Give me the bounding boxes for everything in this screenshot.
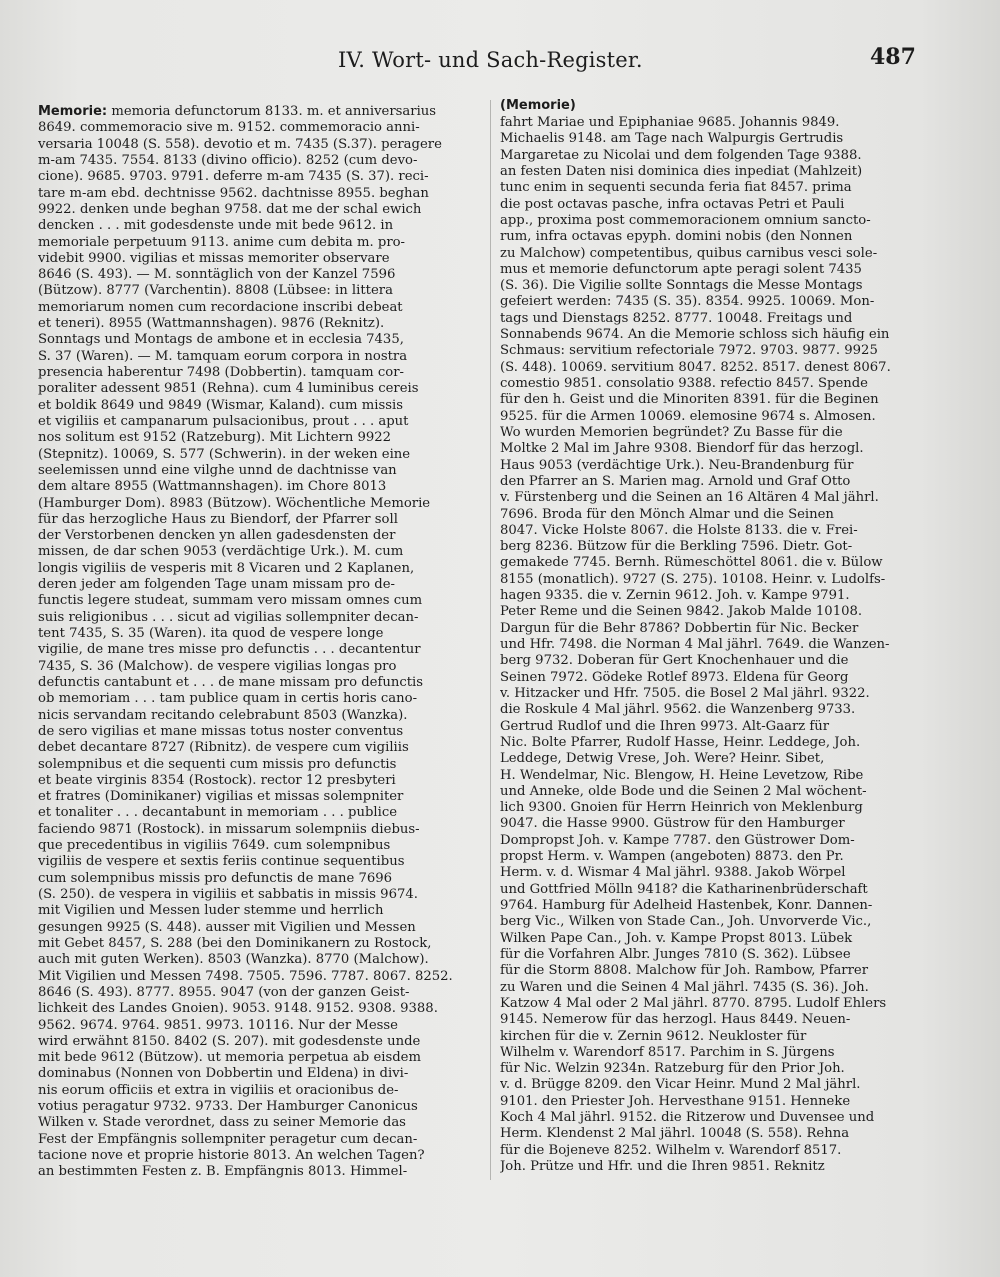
- right-column: [500, 115, 955, 1175]
- text-line: 9101. den Priester Joh. Hervesthane 9151. Henneke: [500, 1093, 851, 1109]
- text-line: (Stepnitz). 10069, S. 577 (Schwerin). in der weken eine: [38, 446, 411, 462]
- text-line: 7435, S. 36 (Malchow). de vespere vigilias longas pro: [38, 658, 397, 674]
- text-line: auch mit guten Werken). 8503 (Wanzka). 8770 (Malchow).: [38, 952, 429, 968]
- text-line: Seinen 7972. Gödeke Rotlef 8973. Eldena für Georg: [500, 669, 849, 685]
- text-line: dominabus (Nonnen von Dobbertin und Eldena) in divi-: [38, 1066, 409, 1082]
- text-line: Katzow 4 Mal oder 2 Mal jährl. 8770. 8795. Ludolf Ehlers: [500, 995, 887, 1011]
- text-line: votius peragatur 9732. 9733. Der Hamburger Canonicus: [38, 1099, 418, 1115]
- text-line: Fest der Empfängnis sollempniter peragetur cum decan-: [38, 1131, 418, 1147]
- text-line: 8646 (S. 493). 8777. 8955. 9047 (von der ganzen Geist-: [38, 984, 410, 1000]
- text-line: gefeiert werden: 7435 (S. 35). 8354. 9925. 10069. Mon-: [500, 294, 875, 310]
- text-line: Sonntags und Montags de ambone et in ecclesia 7435,: [38, 332, 404, 348]
- page-number: 487: [870, 44, 916, 70]
- text-line: für die Bojeneve 8252. Wilhelm v. Warendorf 8517.: [500, 1142, 842, 1158]
- text-line: S. 37 (Waren). — M. tamquam eorum corpora in nostra: [38, 348, 408, 364]
- text-line: v. d. Brügge 8209. den Vicar Heinr. Mund 2 Mal jährl.: [500, 1077, 861, 1093]
- text-line: m-am 7435. 7554. 8133 (divino officio). 8252 (cum devo-: [38, 152, 418, 168]
- text-line: gemakede 7745. Bernh. Rümeschöttel 8061. die v. Bülow: [500, 555, 883, 571]
- page-header-title: IV. Wort- und Sach-Register.: [338, 48, 643, 72]
- text-line: für die Storm 8808. Malchow für Joh. Rambow, Pfarrer: [500, 963, 869, 979]
- text-line: Dargun für die Behr 8786? Dobbertin für Nic. Becker: [500, 620, 859, 636]
- text-line: (S. 250). de vespera in vigiliis et sabbatis in missis 9674.: [38, 887, 418, 902]
- text-line: für den h. Geist und die Minoriten 8391. für die Beginen: [500, 392, 879, 408]
- text-line: Dompropst Joh. v. Kampe 7787. den Güstrower Dom-: [500, 832, 855, 848]
- text-line: 9047. die Hasse 9900. Güstrow für den Hamburger: [500, 816, 845, 832]
- text-line: v. Hitzacker und Hfr. 7505. die Bosel 2 Mal jährl. 9322.: [500, 685, 870, 701]
- text-line: cum solempnibus missis pro defunctis de mane 7696: [38, 870, 393, 886]
- text-line: Haus 9053 (verdächtige Urk.). Neu-Brandenburg für: [500, 457, 854, 473]
- text-line: de sero vigilias et mane missas totus noster conventus: [38, 723, 404, 739]
- text-line: an festen Daten nisi dominica dies inpediat (Mahlzeit): [500, 163, 863, 179]
- text-line: presencia haberentur 7498 (Dobbertin). tamquam cor-: [38, 365, 404, 380]
- text-line: hagen 9335. die v. Zernin 9612. Joh. v. Kampe 9791.: [500, 588, 850, 604]
- text-line: mit bede 9612 (Bützow). ut memoria perpetua ab eisdem: [38, 1050, 421, 1066]
- text-line: (Hamburger Dom). 8983 (Bützow). Wöchentliche Memorie: [38, 495, 431, 511]
- text-line: (S. 36). Die Vigilie sollte Sonntags die Messe Montags: [500, 278, 863, 294]
- text-line: berg Vic., Wilken von Stade Can., Joh. Unvorverde Vic.,: [500, 914, 872, 930]
- text-line: Sonnabends 9674. An die Memorie schloss sich häufig ein: [500, 327, 890, 343]
- text-line: comestio 9851. consolatio 9388. refectio 8457. Spende: [500, 376, 868, 391]
- text-line: vigiliis de vespere et sextis feriis continue sequentibus: [38, 854, 405, 870]
- text-line: et vigiliis et campanarum pulsacionibus, prout . . . aput: [38, 413, 409, 429]
- text-line: 9562. 9674. 9764. 9851. 9973. 10116. Nur der Messe: [38, 1017, 398, 1033]
- text-line: seelemissen unnd eine vilghe unnd de dachtnisse van: [38, 462, 397, 478]
- text-line: ob memoriam . . . tam publice quam in certis horis cano-: [38, 691, 418, 707]
- text-line: (Bützow). 8777 (Varchentin). 8808 (Lübsee: in littera: [38, 283, 393, 299]
- text-line: 8155 (monatlich). 9727 (S. 275). 10108. Heinr. v. Ludolfs-: [500, 571, 886, 587]
- text-line: mus et memorie defunctorum apte peragi solent 7435: [500, 261, 862, 277]
- text-line: Wilken Pape Can., Joh. v. Kampe Propst 8013. Lübek: [500, 930, 853, 946]
- text-line: 9525. für die Armen 10069. elemosine 9674 s. Almosen.: [500, 408, 876, 424]
- text-line: die Roskule 4 Mal jährl. 9562. die Wanzenberg 9733.: [500, 702, 856, 718]
- text-line: Michaelis 9148. am Tage nach Walpurgis Gertrudis: [500, 131, 844, 147]
- text-line: berg 8236. Bützow für die Berkling 7596. Dietr. Got-: [500, 539, 853, 555]
- text-line: defunctis cantabunt et . . . de mane missam pro defunctis: [38, 674, 424, 690]
- text-line: die post octavas pasche, infra octavas Petri et Pauli: [500, 196, 845, 212]
- text-line: Schmaus: servitium refectoriale 7972. 9703. 9877. 9925: [500, 343, 878, 359]
- text-line: tunc enim in sequenti secunda feria fiat 8457. prima: [500, 180, 852, 196]
- text-line: für die Vorfahren Albr. Junges 7810 (S. 362). Lübsee: [500, 946, 851, 962]
- left-first-line: [38, 104, 488, 120]
- text-line: 8646 (S. 493). — M. sonntäglich von der Kanzel 7596: [38, 267, 396, 283]
- text-line: nos solitum est 9152 (Ratzeburg). Mit Lichtern 9922: [38, 430, 392, 446]
- text-line: et teneri). 8955 (Wattmannshagen). 9876 (Reknitz).: [38, 316, 385, 332]
- text-line: solempnibus et die sequenti cum missis pro defunctis: [38, 756, 397, 772]
- text-line: und Gottfried Mölln 9418? die Katharinenbrüderschaft: [500, 881, 868, 897]
- text-line: Wilken v. Stade verordnet, dass zu seiner Memorie das: [38, 1115, 406, 1131]
- text-line: 7696. Broda für den Mönch Almar und die Seinen: [500, 506, 834, 522]
- text-line: Herm. v. d. Wismar 4 Mal jährl. 9388. Jakob Wörpel: [500, 865, 846, 881]
- text-line: cione). 9685. 9703. 9791. deferre m-am 7435 (S. 37). reci-: [38, 169, 429, 185]
- text-line: lichkeit des Landes Gnoien). 9053. 9148. 9152. 9308. 9388.: [38, 1001, 438, 1017]
- left-first-line-text: memoria defunctorum 8133. m. et anniversarius: [107, 104, 437, 119]
- text-line: rum, infra octavas epyph. domini nobis (den Nonnen: [500, 229, 853, 245]
- text-line: gesungen 9925 (S. 448). ausser mit Vigilien und Messen: [38, 919, 416, 935]
- text-line: vigilie, de mane tres misse pro defunctis . . . decantentur: [38, 642, 421, 658]
- text-line: Wo wurden Memorien begründet? Zu Basse für die: [500, 424, 843, 440]
- continuation-heading: (Memorie): [500, 98, 576, 113]
- text-line: kirchen für die v. Zernin 9612. Neukloster für: [500, 1028, 807, 1044]
- text-line: Joh. Prütze und Hfr. und die Ihren 9851. Reknitz: [500, 1159, 825, 1174]
- text-line: mit Gebet 8457, S. 288 (bei den Dominikanern zu Rostock,: [38, 935, 432, 951]
- text-line: zu Waren und die Seinen 4 Mal jährl. 7435 (S. 36). Joh.: [500, 979, 869, 995]
- text-line: v. Fürstenberg und die Seinen an 16 Altären 4 Mal jährl.: [500, 490, 879, 506]
- text-line: Wilhelm v. Warendorf 8517. Parchim in S. Jürgens: [500, 1044, 835, 1060]
- text-line: Margaretae zu Nicolai und dem folgenden Tage 9388.: [500, 147, 862, 163]
- text-line: et boldik 8649 und 9849 (Wismar, Kaland). cum missis: [38, 397, 403, 413]
- text-line: 9764. Hamburg für Adelheid Hastenbek, Konr. Dannen-: [500, 898, 873, 913]
- text-line: berg 9732. Doberan für Gert Knochenhauer und die: [500, 653, 849, 669]
- text-line: nicis servandam recitando celebrabunt 8503 (Wanzka).: [38, 707, 408, 723]
- text-line: tags und Dienstags 8252. 8777. 10048. Freitags und: [500, 310, 853, 326]
- text-line: debet decantare 8727 (Ribnitz). de vespere cum vigiliis: [38, 740, 409, 756]
- text-line: wird erwähnt 8150. 8402 (S. 207). mit godesdenste unde: [38, 1033, 421, 1049]
- text-line: memoriale perpetuum 9113. anime cum debita m. pro-: [38, 234, 406, 250]
- text-line: 9145. Nemerow für das herzogl. Haus 8449. Neuen-: [500, 1012, 851, 1028]
- text-line: für Nic. Welzin 9234n. Ratzeburg für den Prior Joh.: [500, 1061, 845, 1077]
- left-column: [38, 104, 488, 1181]
- text-line: longis vigiliis de vesperis mit 8 Vicaren und 2 Kaplanen,: [38, 560, 415, 576]
- text-line: (S. 448). 10069. servitium 8047. 8252. 8517. denest 8067.: [500, 359, 891, 375]
- text-line: 8047. Vicke Holste 8067. die Holste 8133. die v. Frei-: [500, 522, 858, 538]
- text-line: propst Herm. v. Wampen (angeboten) 8873. den Pr.: [500, 849, 844, 865]
- text-line: versaria 10048 (S. 558). devotio et m. 7435 (S.37). peragere: [38, 136, 442, 152]
- text-line: tare m-am ebd. dechtnisse 9562. dachtnisse 8955. beghan: [38, 185, 429, 201]
- text-line: videbit 9900. vigilias et missas memoriter observare: [38, 250, 390, 266]
- text-line: und Anneke, olde Bode und die Seinen 2 Mal wöchent-: [500, 783, 867, 799]
- text-line: 9922. denken unde beghan 9758. dat me der schal ewich: [38, 201, 422, 217]
- text-line: et fratres (Dominikaner) vigilias et missas solempniter: [38, 789, 404, 805]
- text-line: zu Malchow) competentibus, quibus carnibus vesci sole-: [500, 245, 878, 261]
- text-line: Herm. Klendenst 2 Mal jährl. 10048 (S. 558). Rehna: [500, 1126, 850, 1142]
- text-line: que precedentibus in vigiliis 7649. cum solempnibus: [38, 838, 391, 854]
- text-line: faciendo 9871 (Rostock). in missarum solempniis diebus-: [38, 821, 420, 837]
- text-line: Koch 4 Mal jährl. 9152. die Ritzerow und Duvensee und: [500, 1110, 875, 1126]
- text-line: Gertrud Rudlof und die Ihren 9973. Alt-Gaarz für: [500, 718, 830, 734]
- text-line: für das herzogliche Haus zu Biendorf, der Pfarrer soll: [38, 511, 398, 527]
- text-line: missen, de dar schen 9053 (verdächtige Urk.). M. cum: [38, 544, 404, 560]
- text-line: mit Vigilien und Messen luder stemme und herrlich: [38, 903, 384, 919]
- text-line: deren jeder am folgenden Tage unam missam pro de-: [38, 577, 395, 593]
- text-line: fahrt Mariae und Epiphaniae 9685. Johannis 9849.: [500, 115, 840, 130]
- text-line: suis religionibus . . . sicut ad vigilias sollempniter decan-: [38, 609, 419, 625]
- text-line: nis eorum officiis et extra in vigiliis et oracionibus de-: [38, 1082, 399, 1098]
- text-line: Leddege, Detwig Vrese, Joh. Were? Heinr. Sibet,: [500, 751, 825, 767]
- text-line: den Pfarrer an S. Marien mag. Arnold und Graf Otto: [500, 473, 851, 489]
- text-line: functis legere studeat, summam vero missam omnes cum: [38, 593, 423, 609]
- text-line: Moltke 2 Mal im Jahre 9308. Biendorf für das herzogl.: [500, 441, 864, 457]
- text-line: an bestimmten Festen z. B. Empfängnis 8013. Himmel-: [38, 1164, 408, 1180]
- text-line: memoriarum nomen cum recordacione inscribi debeat: [38, 299, 403, 315]
- text-line: dencken . . . mit godesdenste unde mit bede 9612. in: [38, 218, 394, 234]
- text-line: Nic. Bolte Pfarrer, Rudolf Hasse, Heinr. Leddege, Joh.: [500, 734, 861, 750]
- text-line: tacione nove et proprie historie 8013. An welchen Tagen?: [38, 1148, 425, 1163]
- text-line: tent 7435, S. 35 (Waren). ita quod de vespere longe: [38, 626, 384, 641]
- text-line: poraliter adessent 9851 (Rehna). cum 4 luminibus cereis: [38, 381, 419, 397]
- text-line: Peter Reme und die Seinen 9842. Jakob Malde 10108.: [500, 604, 863, 620]
- column-divider: [490, 100, 491, 1180]
- text-line: dem altare 8955 (Wattmannshagen). im Chore 8013: [38, 479, 387, 495]
- entry-keyword: Memorie:: [38, 104, 108, 119]
- text-line: 8649. commemoracio sive m. 9152. commemoracio anni-: [38, 120, 420, 136]
- text-line: der Verstorbenen dencken yn allen gadesdensten der: [38, 528, 396, 544]
- text-line: lich 9300. Gnoien für Herrn Heinrich von Meklenburg: [500, 800, 863, 816]
- text-line: app., proxima post commemoracionem omnium sancto-: [500, 212, 871, 228]
- text-line: H. Wendelmar, Nic. Blengow, H. Heine Levetzow, Ribe: [500, 767, 864, 783]
- text-line: et beate virginis 8354 (Rostock). rector 12 presbyteri: [38, 772, 396, 788]
- text-line: Mit Vigilien und Messen 7498. 7505. 7596. 7787. 8067. 8252.: [38, 968, 453, 984]
- text-line: und Hfr. 7498. die Norman 4 Mal jährl. 7649. die Wanzen-: [500, 637, 890, 652]
- text-line: et tonaliter . . . decantabunt in memoriam . . . publice: [38, 805, 398, 821]
